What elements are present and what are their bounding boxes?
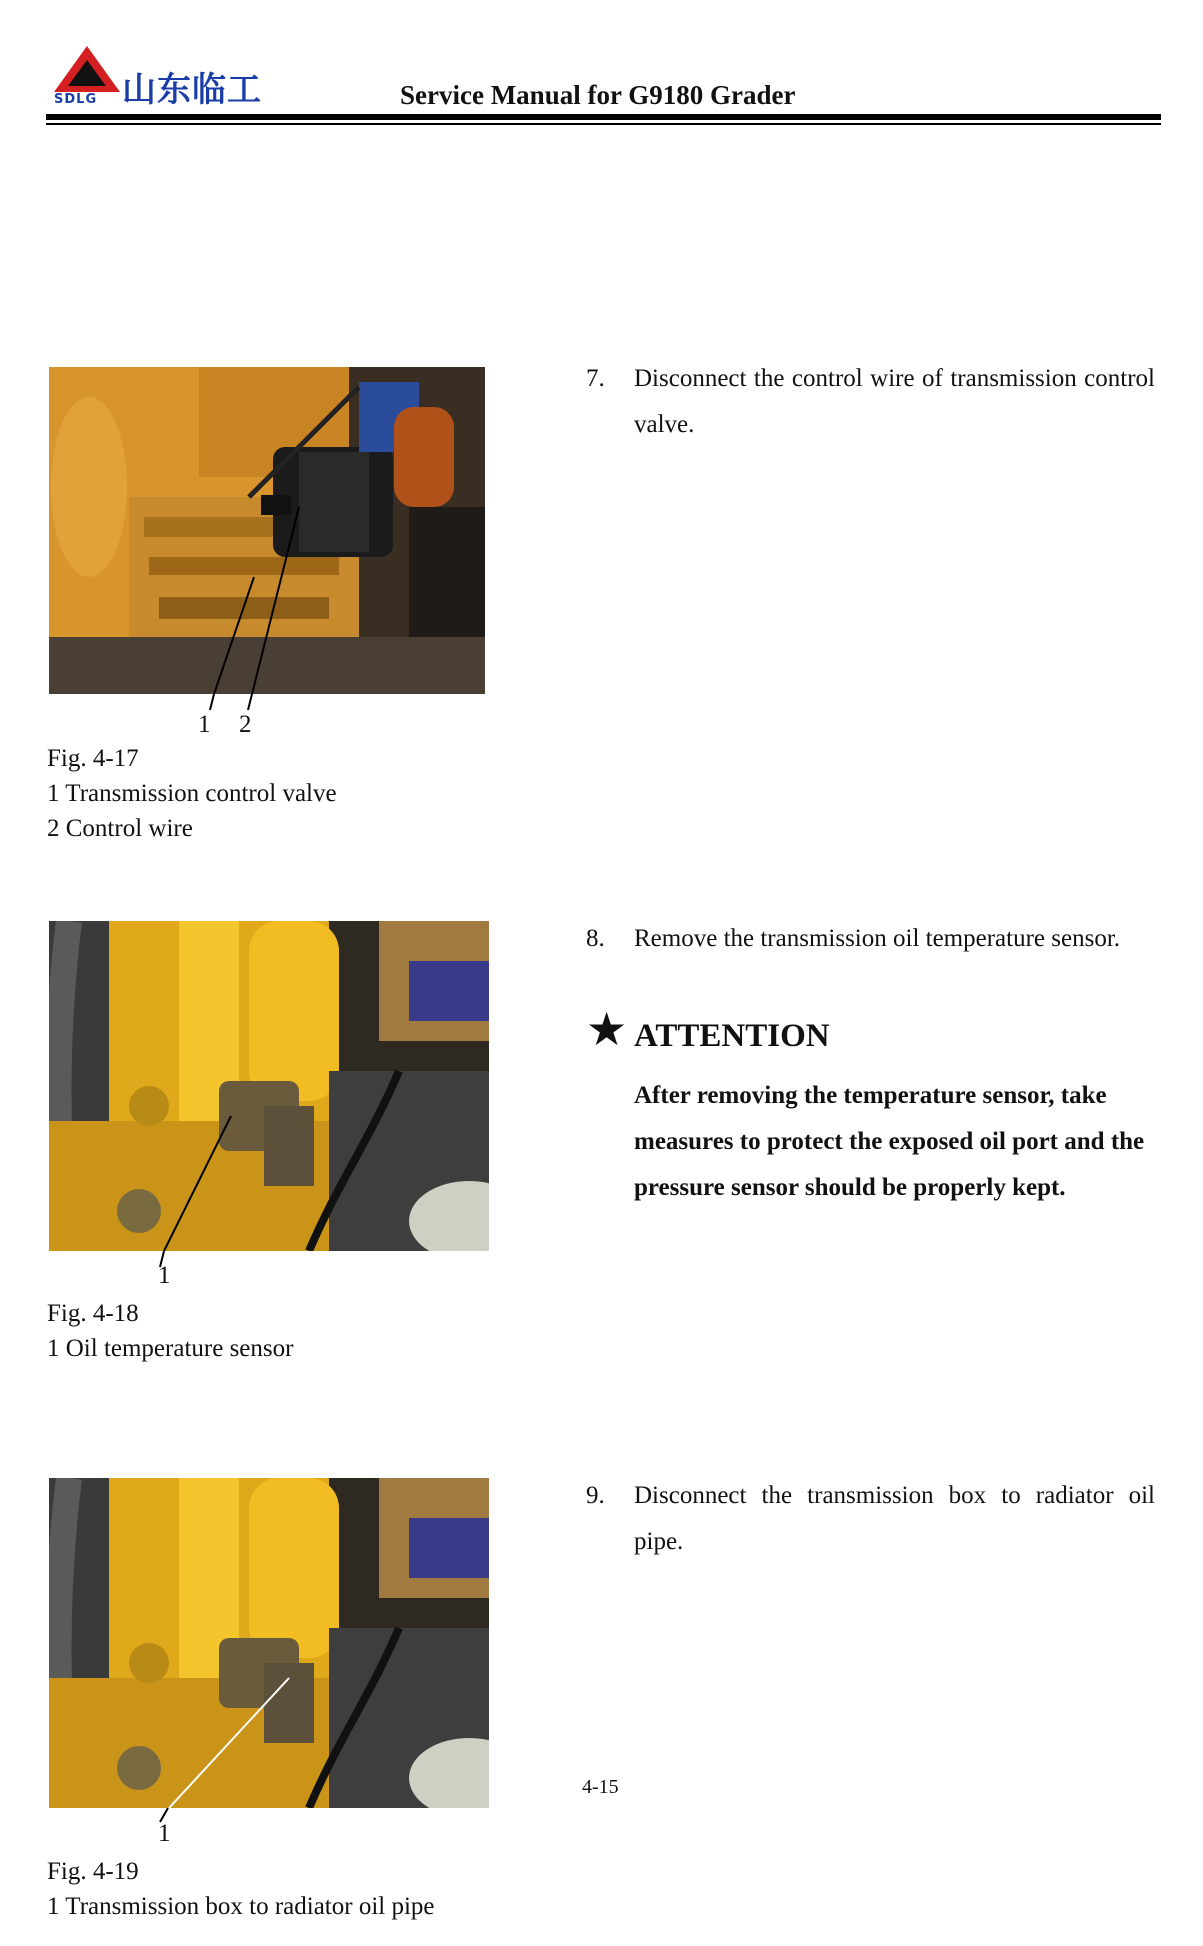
callout-label: 2 — [239, 711, 252, 738]
header-rule-thin — [46, 123, 1161, 125]
figure-legend-item: 2 Control wire — [47, 815, 193, 842]
document-title: Service Manual for G9180 Grader — [400, 80, 796, 110]
step-text: Disconnect the transmission box to radiator oil pipe. — [634, 1482, 1155, 1555]
callout-label: 1 — [198, 711, 211, 738]
step-number: 9. — [586, 1482, 605, 1509]
logo-abbr: SDLG — [54, 92, 98, 107]
figure-caption: Fig. 4-19 — [47, 1858, 139, 1885]
figure-legend-item: 1 Transmission box to radiator oil pipe — [47, 1893, 435, 1920]
figure-legend-item: 1 Transmission control valve — [47, 780, 337, 807]
callout-label: 1 — [158, 1262, 171, 1289]
step-text: Disconnect the control wire of transmission control valve. — [634, 365, 1155, 438]
oil-temperature-sensor-photo — [49, 921, 489, 1251]
star-icon: ★ — [586, 1004, 628, 1055]
header-rule-thick — [46, 114, 1161, 120]
figure-caption: Fig. 4-18 — [47, 1300, 139, 1327]
figure-caption: Fig. 4-17 — [47, 745, 139, 772]
callout-label: 1 — [158, 1820, 171, 1847]
radiator-oil-pipe-photo — [49, 1478, 489, 1808]
logo-text: 山东临工 — [122, 70, 262, 110]
attention-text: After removing the temperature sensor, take measures to protect the exposed oil port and the pressure sensor should be properly kept. — [634, 1082, 1145, 1201]
page-number: 4-15 — [582, 1776, 619, 1798]
transmission-control-valve-photo — [49, 367, 485, 694]
step-text: Remove the transmission oil temperature sensor. — [634, 925, 1121, 952]
attention-heading: ATTENTION — [634, 1018, 830, 1054]
figure-legend-item: 1 Oil temperature sensor — [47, 1335, 294, 1362]
step-number: 7. — [586, 365, 605, 392]
step-number: 8. — [586, 925, 605, 952]
